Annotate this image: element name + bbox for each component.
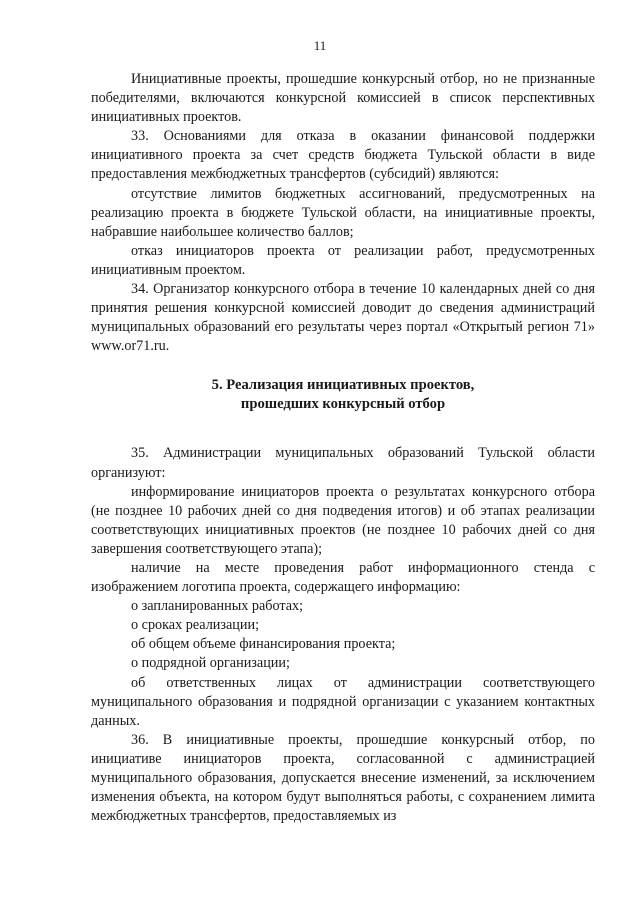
section-heading-line-1: 5. Реализация инициативных проектов, [211, 377, 475, 394]
list-item: об ответственных лицах от администрации соответствующего муниципального образования и подрядной организации с указанием контактных данных. [91, 674, 595, 729]
spacer [91, 414, 595, 444]
section-heading-line-2: прошедших конкурсный отбор [240, 396, 446, 413]
list-item: о сроках реализации; [131, 617, 260, 634]
list-item: об общем объеме финансирования проекта; [131, 636, 396, 653]
paragraph: 34. Организатор конкурсного отбора в течение 10 календарных дней со дня принятия решения конкурсной комиссией доводит до сведения администраций муниципальных образований его результаты через портал «Открытый регион 71» www.or71.ru. [91, 281, 595, 355]
page-number: 11 [313, 38, 327, 53]
paragraph: Инициативные проекты, прошедшие конкурсный отбор, но не признанные победителями, включаются конкурсной комиссией в список перспективных инициативных проектов. [91, 71, 595, 126]
paragraph: 35. Администрации муниципальных образований Тульской области организуют: [91, 445, 595, 481]
spacer [91, 356, 595, 376]
document-body [91, 70, 595, 826]
paragraph: 33. Основаниями для отказа в оказании финансовой поддержки инициативного проекта за счет средств бюджета Тульской области в виде предоставления межбюджетных трансфертов (субсидий) являются: [91, 128, 595, 183]
paragraph: информирование инициаторов проекта о результатах конкурсного отбора (не позднее 10 рабочих дней со дня подведения итогов) и об этапах реализации соответствующих инициативных проектов (не позднее 10 рабочих дней со дня завершения соответствующего этапа); [91, 483, 595, 557]
paragraph: отказ инициаторов проекта от реализации работ, предусмотренных инициативным проектом. [91, 242, 595, 278]
paragraph: 36. В инициативные проекты, прошедшие конкурсный отбор, по инициативе инициаторов проекта, согласованной с администрацией муниципального образования, допускается внесение изменений, за исключением изменения объекта, на котором будут выполняться работы, с сохранением лимита межбюджетных трансфертов, предоставляемых из [91, 731, 595, 825]
list-item: о подрядной организации; [131, 655, 290, 672]
paragraph: отсутствие лимитов бюджетных ассигнований, предусмотренных на реализацию проекта в бюджете Тульской области, на инициативные проекты, набравшие наибольшее количество баллов; [91, 185, 595, 240]
paragraph: наличие на месте проведения работ информационного стенда с изображением логотипа проекта, содержащего информацию: [91, 559, 595, 596]
list-item: о запланированных работах; [131, 598, 304, 615]
